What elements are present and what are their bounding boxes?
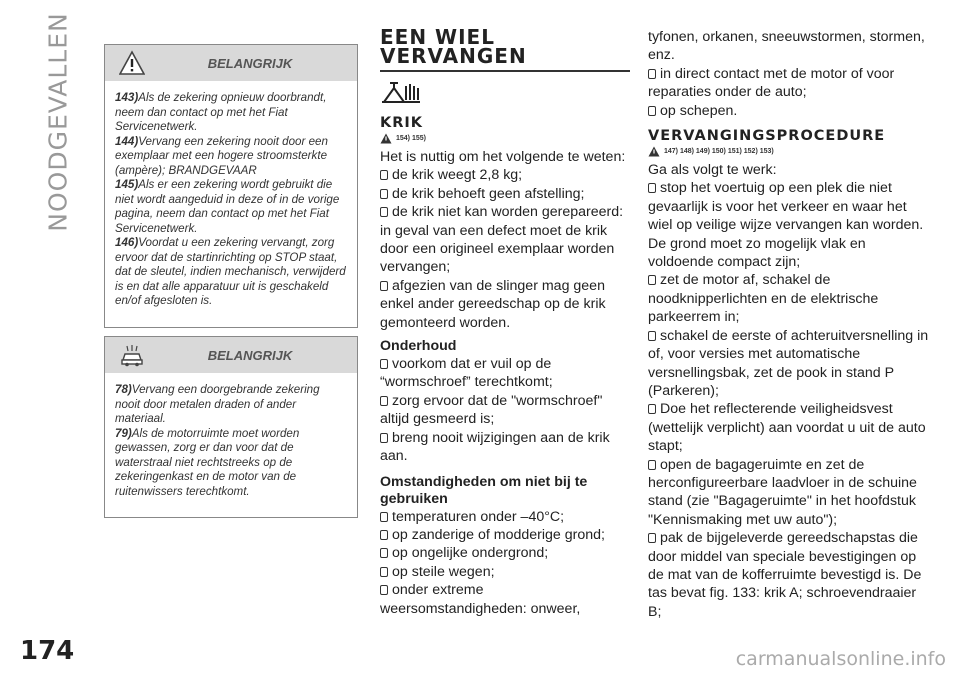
chapter-title-text: NOODGEVALLEN — [43, 11, 73, 232]
checkbox-bullet-icon — [380, 189, 388, 199]
krik-refs — [380, 133, 630, 144]
warning-item — [115, 236, 347, 309]
checkbox-bullet-icon — [380, 567, 388, 577]
procedure-step-text: pak de bijgeleverde gereedschapstas die door middel van speciale bevestigingen op de mat van de kofferruimte bevestigd is. De tas bevat fig. 133: krik A; schroevendraaier B; — [648, 530, 922, 620]
env-item-num: 78) — [115, 383, 132, 396]
checkbox-bullet-icon — [648, 106, 656, 116]
warning-small-icon — [648, 146, 660, 157]
omstandigheden-text: onder extreme — [392, 582, 484, 599]
continued-text — [648, 28, 933, 120]
env-item-text: Vervang een doorgebrande zekering nooit door metalen draden of ander materiaal. — [115, 383, 320, 425]
checkbox-bullet-icon — [648, 460, 656, 470]
environment-box-title: BELANGRIJK — [207, 348, 293, 363]
procedure-step-text: zet de motor af, schakel de noodknipperlichten en de elektrische parkeerrem in; — [648, 272, 879, 326]
procedure-step-text: Doe het reflecterende veiligheidsvest (wettelijk verplicht) aan voordat u uit de auto stapt; — [648, 401, 926, 455]
env-item-num: 79) — [115, 426, 132, 440]
warning-item — [115, 91, 347, 135]
warning-box — [104, 44, 358, 328]
checkbox-bullet-icon — [648, 275, 656, 285]
warning-box-header — [105, 45, 357, 81]
warning-small-icon — [380, 133, 392, 144]
omstandigheden-item — [380, 563, 630, 581]
krik-fact — [380, 166, 630, 184]
onderhoud-text: zorg ervoor dat de "wormschroef" altijd gesmeerd is; — [380, 392, 603, 428]
checkbox-bullet-icon — [380, 281, 388, 291]
procedure-intro: Ga als volgt te werk: — [648, 162, 777, 179]
environment-box — [104, 336, 358, 518]
onderhoud-heading: Onderhoud — [380, 338, 457, 355]
procedure-title: VERVANGINGSPROCEDURE — [648, 128, 886, 145]
procedure-refs — [648, 146, 933, 157]
onderhoud-item — [380, 429, 630, 466]
env-item-text: Als de motorruimte moet worden gewassen, zorg er dan voor dat de waterstraal niet rechtstreeks op de zekeringenkast en de motor van de ruitenwissers terechtkomt. — [115, 426, 300, 498]
warning-item-text: Voordat u een zekering vervangt, zorg ervoor dat de startinrichting op STOP staat, dat de sleutel, indien mechanisch, verwijderd is en dat alle apparatuur uit is geschakeld en/of afgesloten is. — [115, 236, 346, 307]
title-rule — [380, 70, 630, 72]
environment-box-body — [105, 373, 357, 509]
procedure-refs-text: 147) 148) 149) 150) 151) 152) 153) — [664, 148, 774, 156]
krik-fact — [380, 203, 630, 221]
krik-fact — [380, 277, 630, 332]
krik-fact-text: de krik behoeft geen afstelling; — [392, 185, 585, 202]
krik-fact-text: de krik weegt 2,8 kg; — [392, 167, 523, 184]
checkbox-bullet-icon — [380, 585, 388, 595]
checkbox-bullet-icon — [380, 530, 388, 540]
checkbox-bullet-icon — [648, 533, 656, 543]
omstandigheden-text: temperaturen onder –40°C; — [392, 508, 565, 525]
krik-body — [380, 148, 630, 618]
environment-box-header — [105, 337, 357, 373]
checkbox-bullet-icon — [648, 404, 656, 414]
warning-item-num: 146) — [115, 236, 139, 249]
krik-fact-text: de krik niet kan worden gerepareerd: — [392, 204, 624, 221]
warning-item — [115, 135, 347, 179]
omstandigheden-item — [380, 581, 630, 599]
continued-item-text: in direct contact met de motor of voor reparaties onder de auto; — [648, 65, 895, 101]
continued-item — [648, 65, 933, 102]
krik-defect-text: in geval van een defect moet de krik door een origineel exemplaar worden vervangen; — [380, 222, 615, 276]
warning-item-num: 144) — [115, 134, 139, 148]
jack-tool-icon — [380, 80, 422, 106]
checkbox-bullet-icon — [380, 170, 388, 180]
procedure-step-text: open de bagageruimte en zet de herconfigureerbare laadvloer in de schuine stand (zie "Bagageruimte" in het hoofdstuk "Kennismaking met uw auto"); — [648, 456, 917, 528]
procedure-step — [648, 179, 933, 271]
checkbox-bullet-icon — [648, 183, 656, 193]
checkbox-bullet-icon — [648, 69, 656, 79]
onderhoud-item — [380, 392, 630, 429]
omstandigheden-text: op ongelijke ondergrond; — [392, 545, 549, 562]
omstandigheden-text: op steile wegen; — [392, 563, 495, 580]
section-title-line2: VERVANGEN — [380, 44, 527, 68]
warning-item-text: Als de zekering opnieuw doorbrandt, neem dan contact op met het Fiat Servicenetwerk. — [115, 91, 327, 133]
checkbox-bullet-icon — [380, 359, 388, 369]
continued-paragraph: tyfonen, orkanen, sneeuwstormen, stormen, enz. — [648, 29, 925, 64]
procedure-step — [648, 529, 933, 621]
content-column-right — [648, 28, 933, 621]
section-title — [380, 25, 630, 68]
warning-item-num: 143) — [115, 91, 139, 104]
onderhoud-text: voorkom dat er vuil op de “wormschroef” terechtkomt; — [380, 356, 553, 391]
warning-item-text: Vervang een zekering nooit door een exemplaar met een hogere stroomsterkte (ampère); BRANDGEVAAR — [115, 134, 328, 177]
continued-item — [648, 102, 933, 120]
warning-item-text: Als er een zekering wordt gebruikt die niet wordt aangeduid in deze of in de vorige pagina, neem dan contact op met het Fiat Servicenetwerk. — [115, 178, 340, 235]
onderhoud-text: breng nooit wijzigingen aan de krik aan. — [380, 429, 610, 465]
procedure-step-text: schakel de eerste of achteruitversnelling in of, voor versies met automatische versnellingsbak, zet de pook in stand P (Parkeren); — [648, 327, 929, 399]
procedure-step — [648, 400, 933, 455]
omstandigheden-item — [380, 526, 630, 544]
procedure-step — [648, 456, 933, 530]
onderhoud-item — [380, 355, 630, 392]
procedure-step-text: stop het voertuig op een plek die niet gevaarlijk is voor het verkeer en waar het wiel op veilige wijze vervangen kan worden. De grond moet zo mogelijk vlak en voldoende compact zijn; — [648, 180, 924, 271]
section-title-line1: EEN WIEL — [380, 25, 495, 49]
krik-intro: Het is nuttig om het volgende te weten: — [380, 149, 626, 165]
warning-box-title: BELANGRIJK — [207, 56, 293, 71]
procedure-body — [648, 161, 933, 621]
krik-fact-text: afgezien van de slinger mag geen enkel ander gereedschap op de krik gemonteerd worden. — [380, 277, 606, 331]
chapter-side-title — [38, 11, 78, 232]
omstandigheden-item — [380, 508, 630, 526]
checkbox-bullet-icon — [380, 396, 388, 406]
procedure-step — [648, 271, 933, 326]
warning-item — [115, 178, 347, 236]
env-item — [115, 427, 347, 500]
omstandigheden-text: op zanderige of modderige grond; — [392, 526, 605, 543]
watermark: carmanualsonline.info — [735, 648, 946, 670]
warning-item-num: 145) — [115, 178, 139, 191]
procedure-step — [648, 327, 933, 401]
checkbox-bullet-icon — [380, 548, 388, 558]
env-item — [115, 383, 347, 427]
content-column-middle — [380, 25, 630, 618]
checkbox-bullet-icon — [380, 207, 388, 217]
omstandigheden-heading: Omstandigheden om niet bij te gebruiken — [380, 473, 588, 507]
krik-refs-text: 154) 155) — [396, 135, 426, 142]
warning-box-body — [105, 81, 357, 319]
continued-item-text: op schepen. — [660, 102, 738, 119]
omstandigheden-item — [380, 544, 630, 562]
checkbox-bullet-icon — [380, 433, 388, 443]
krik-title: KRIK — [380, 115, 424, 131]
page-number: 174 — [20, 636, 75, 666]
weather-text: weersomstandigheden: onweer, — [380, 600, 581, 617]
krik-fact — [380, 185, 630, 203]
checkbox-bullet-icon — [380, 512, 388, 522]
checkbox-bullet-icon — [648, 331, 656, 341]
